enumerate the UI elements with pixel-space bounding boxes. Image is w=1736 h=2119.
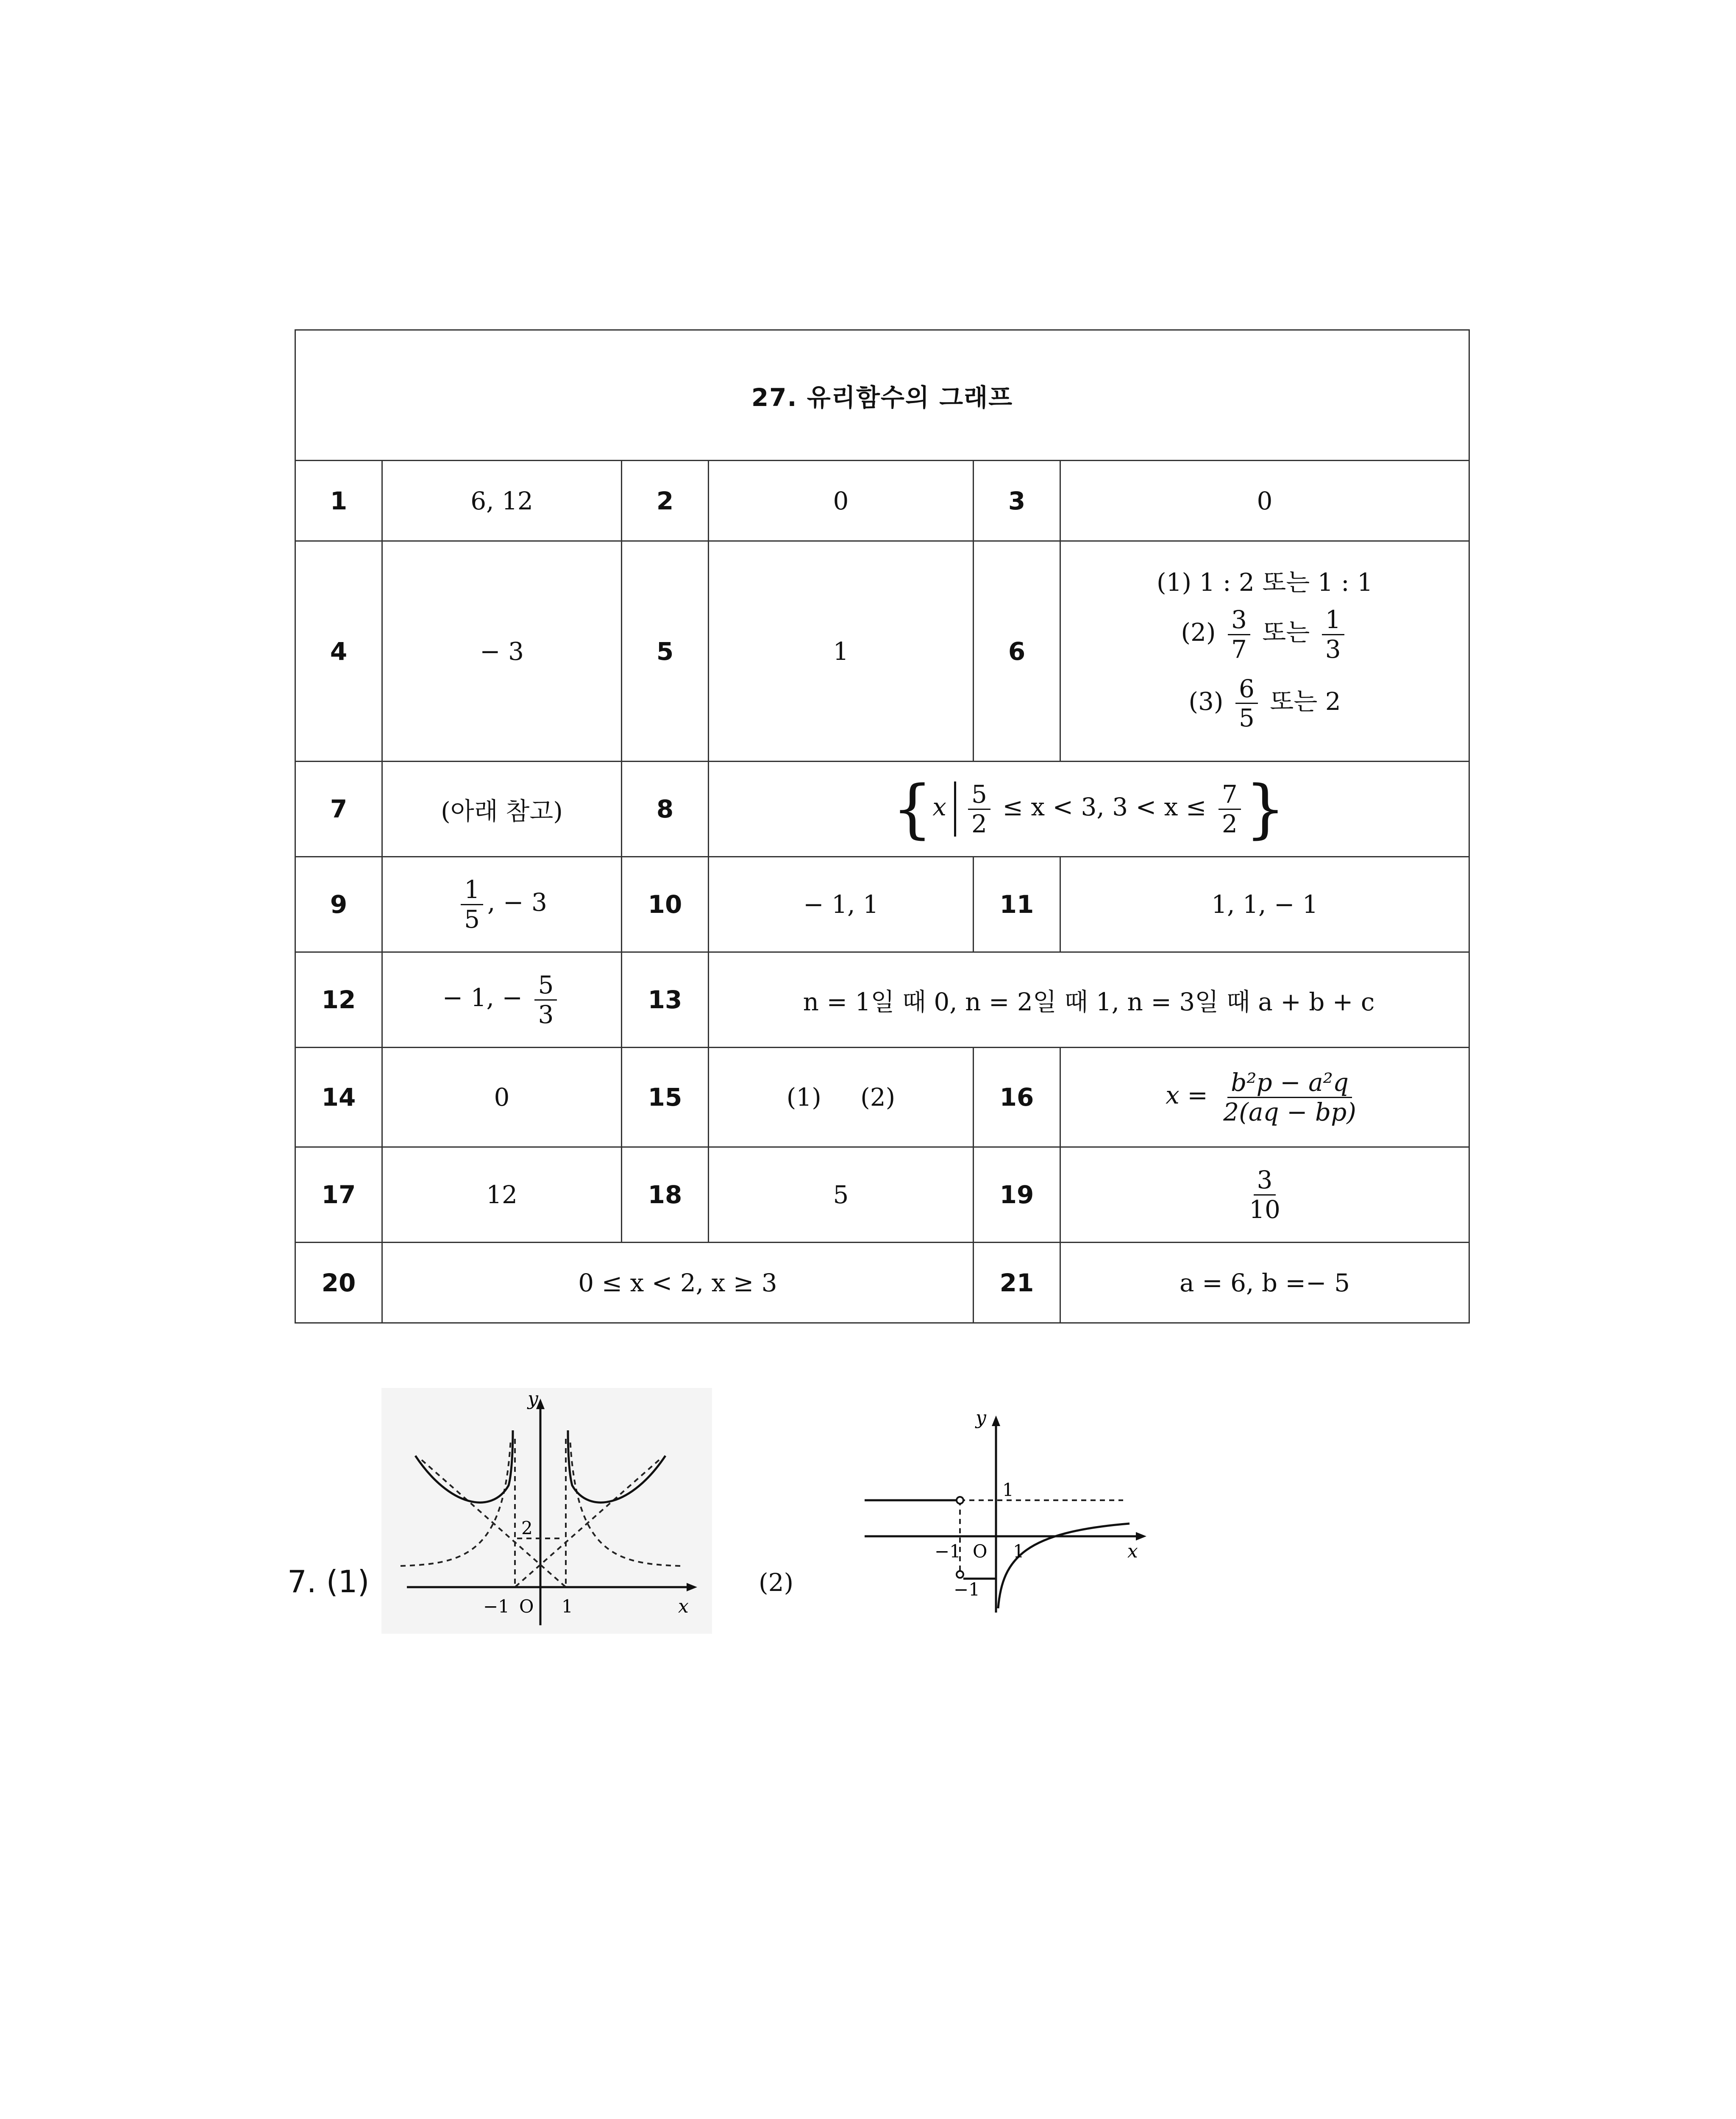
question-number: 20 (295, 1243, 382, 1323)
numerator: 1 (1322, 606, 1344, 635)
answer-cell-16 (1060, 1048, 1469, 1147)
answer-cell-12 (382, 952, 622, 1048)
answer-table (295, 329, 1470, 1324)
question-number: 17 (295, 1147, 382, 1243)
numerator: 3 (1228, 606, 1250, 635)
page-title: 27. 유리함수의 그래프 (295, 330, 1469, 461)
numerator: 7 (1219, 780, 1241, 810)
question-number: 7 (295, 762, 382, 857)
answer-cell: (1) (2) (709, 1048, 974, 1147)
open-point (957, 1497, 963, 1504)
origin-label: O (519, 1596, 534, 1617)
answer-6-line1: (1) 1 : 2 또는 1 : 1 (1157, 568, 1373, 597)
tick-1: 1 (562, 1596, 573, 1617)
x-label: x (1127, 1541, 1138, 1562)
answer-cell-6 (1060, 541, 1469, 762)
tick-neg1: −1 (483, 1596, 509, 1617)
answer-cell: 0 ≤ x < 2, x ≥ 3 (382, 1243, 974, 1323)
question-number: 8 (622, 762, 709, 857)
numerator: 5 (968, 780, 990, 810)
figure-label-2: (2) (759, 1568, 794, 1597)
answer-cell: 6, 12 (382, 461, 622, 541)
lhs: x = (1166, 1081, 1208, 1110)
question-number: 2 (622, 461, 709, 541)
question-number: 1 (295, 461, 382, 541)
x-axis-arrow (1136, 1532, 1146, 1541)
question-number: 6 (974, 541, 1060, 762)
fraction (1246, 1166, 1284, 1224)
answer-rest: , − 3 (487, 888, 547, 917)
fraction (1219, 780, 1241, 838)
graph-1 (381, 1388, 712, 1634)
answer-cell: 0 (1060, 461, 1469, 541)
numerator: b²p − a²q (1227, 1068, 1352, 1098)
answer-cell: 1 (709, 541, 974, 762)
denominator: 2 (1221, 809, 1238, 838)
question-number: 15 (622, 1048, 709, 1147)
numerator: 6 (1235, 675, 1258, 704)
tick-neg1-x: −1 (935, 1541, 961, 1562)
answer-cell: − 1, 1 (709, 857, 974, 952)
question-number: 14 (295, 1048, 382, 1147)
question-number: 3 (974, 461, 1060, 541)
var-x: x (932, 793, 946, 822)
y-label: y (976, 1407, 986, 1429)
answer-cell: a = 6, b =− 5 (1060, 1243, 1469, 1323)
question-number: 19 (974, 1147, 1060, 1243)
or-text: 또는 2 (1270, 687, 1341, 716)
question-number: 18 (622, 1147, 709, 1243)
question-number: 21 (974, 1243, 1060, 1323)
question-number: 4 (295, 541, 382, 762)
question-number: 10 (622, 857, 709, 952)
question-number: 12 (295, 952, 382, 1048)
fraction (534, 971, 557, 1029)
denominator: 7 (1231, 634, 1247, 664)
answer-cell: 0 (382, 1048, 622, 1147)
question-number: 13 (622, 952, 709, 1048)
set-bar (954, 781, 956, 837)
graph-2 (856, 1405, 1161, 1625)
answer-6-line3 (1061, 675, 1469, 732)
fraction (1220, 1068, 1360, 1126)
denominator: 3 (538, 1000, 554, 1029)
graph-1-background (381, 1388, 712, 1634)
answer-cell-9 (382, 857, 622, 952)
fraction (968, 780, 990, 838)
question-number: 9 (295, 857, 382, 952)
origin-label: O (973, 1541, 988, 1562)
part-label: (2) (1181, 618, 1216, 647)
numerator: 1 (461, 876, 483, 905)
y-label: y (528, 1388, 538, 1410)
answer-cell: 0 (709, 461, 974, 541)
answer-pre: − 1, − (442, 983, 523, 1012)
part-label: (3) (1188, 687, 1224, 716)
fraction (1235, 675, 1258, 732)
denominator: 2 (971, 809, 987, 838)
denominator: 10 (1249, 1195, 1280, 1224)
answer-cell: 5 (709, 1147, 974, 1243)
question-number: 5 (622, 541, 709, 762)
answer-cell-8 (709, 762, 1469, 857)
question-number: 11 (974, 857, 1060, 952)
y-axis-arrow (992, 1415, 1000, 1426)
denominator: 5 (1238, 704, 1255, 733)
numerator: 5 (534, 971, 557, 1001)
open-point (957, 1571, 963, 1578)
answer-cell: n = 1일 때 0, n = 2일 때 1, n = 3일 때 a + b + c (709, 952, 1469, 1048)
denominator: 2(aq − bp) (1223, 1097, 1356, 1126)
numerator: 3 (1254, 1166, 1276, 1196)
fraction (1322, 606, 1344, 663)
answer-cell: 12 (382, 1147, 622, 1243)
fraction (1228, 606, 1250, 663)
tick-y1: 1 (1002, 1479, 1014, 1500)
question-number: 16 (974, 1048, 1060, 1147)
answer-cell: 1, 1, − 1 (1060, 857, 1469, 952)
tick-neg1-y: −1 (954, 1579, 980, 1600)
figure-label-1: 7. (1) (287, 1564, 370, 1599)
answer-cell: (아래 참고) (382, 762, 622, 857)
denominator: 3 (1325, 634, 1341, 664)
close-brace: } (1245, 772, 1286, 846)
or-text: 또는 (1262, 618, 1310, 647)
denominator: 5 (464, 904, 480, 934)
answer-6-line2 (1061, 606, 1469, 663)
open-brace: { (892, 772, 933, 846)
answer-cell-19 (1060, 1147, 1469, 1243)
answer-cell: − 3 (382, 541, 622, 762)
tick-2: 2 (521, 1518, 533, 1538)
fraction (461, 876, 483, 933)
inequality: ≤ x < 3, 3 < x ≤ (1002, 793, 1207, 822)
tick-x1: 1 (1013, 1541, 1024, 1562)
x-label: x (678, 1596, 689, 1617)
